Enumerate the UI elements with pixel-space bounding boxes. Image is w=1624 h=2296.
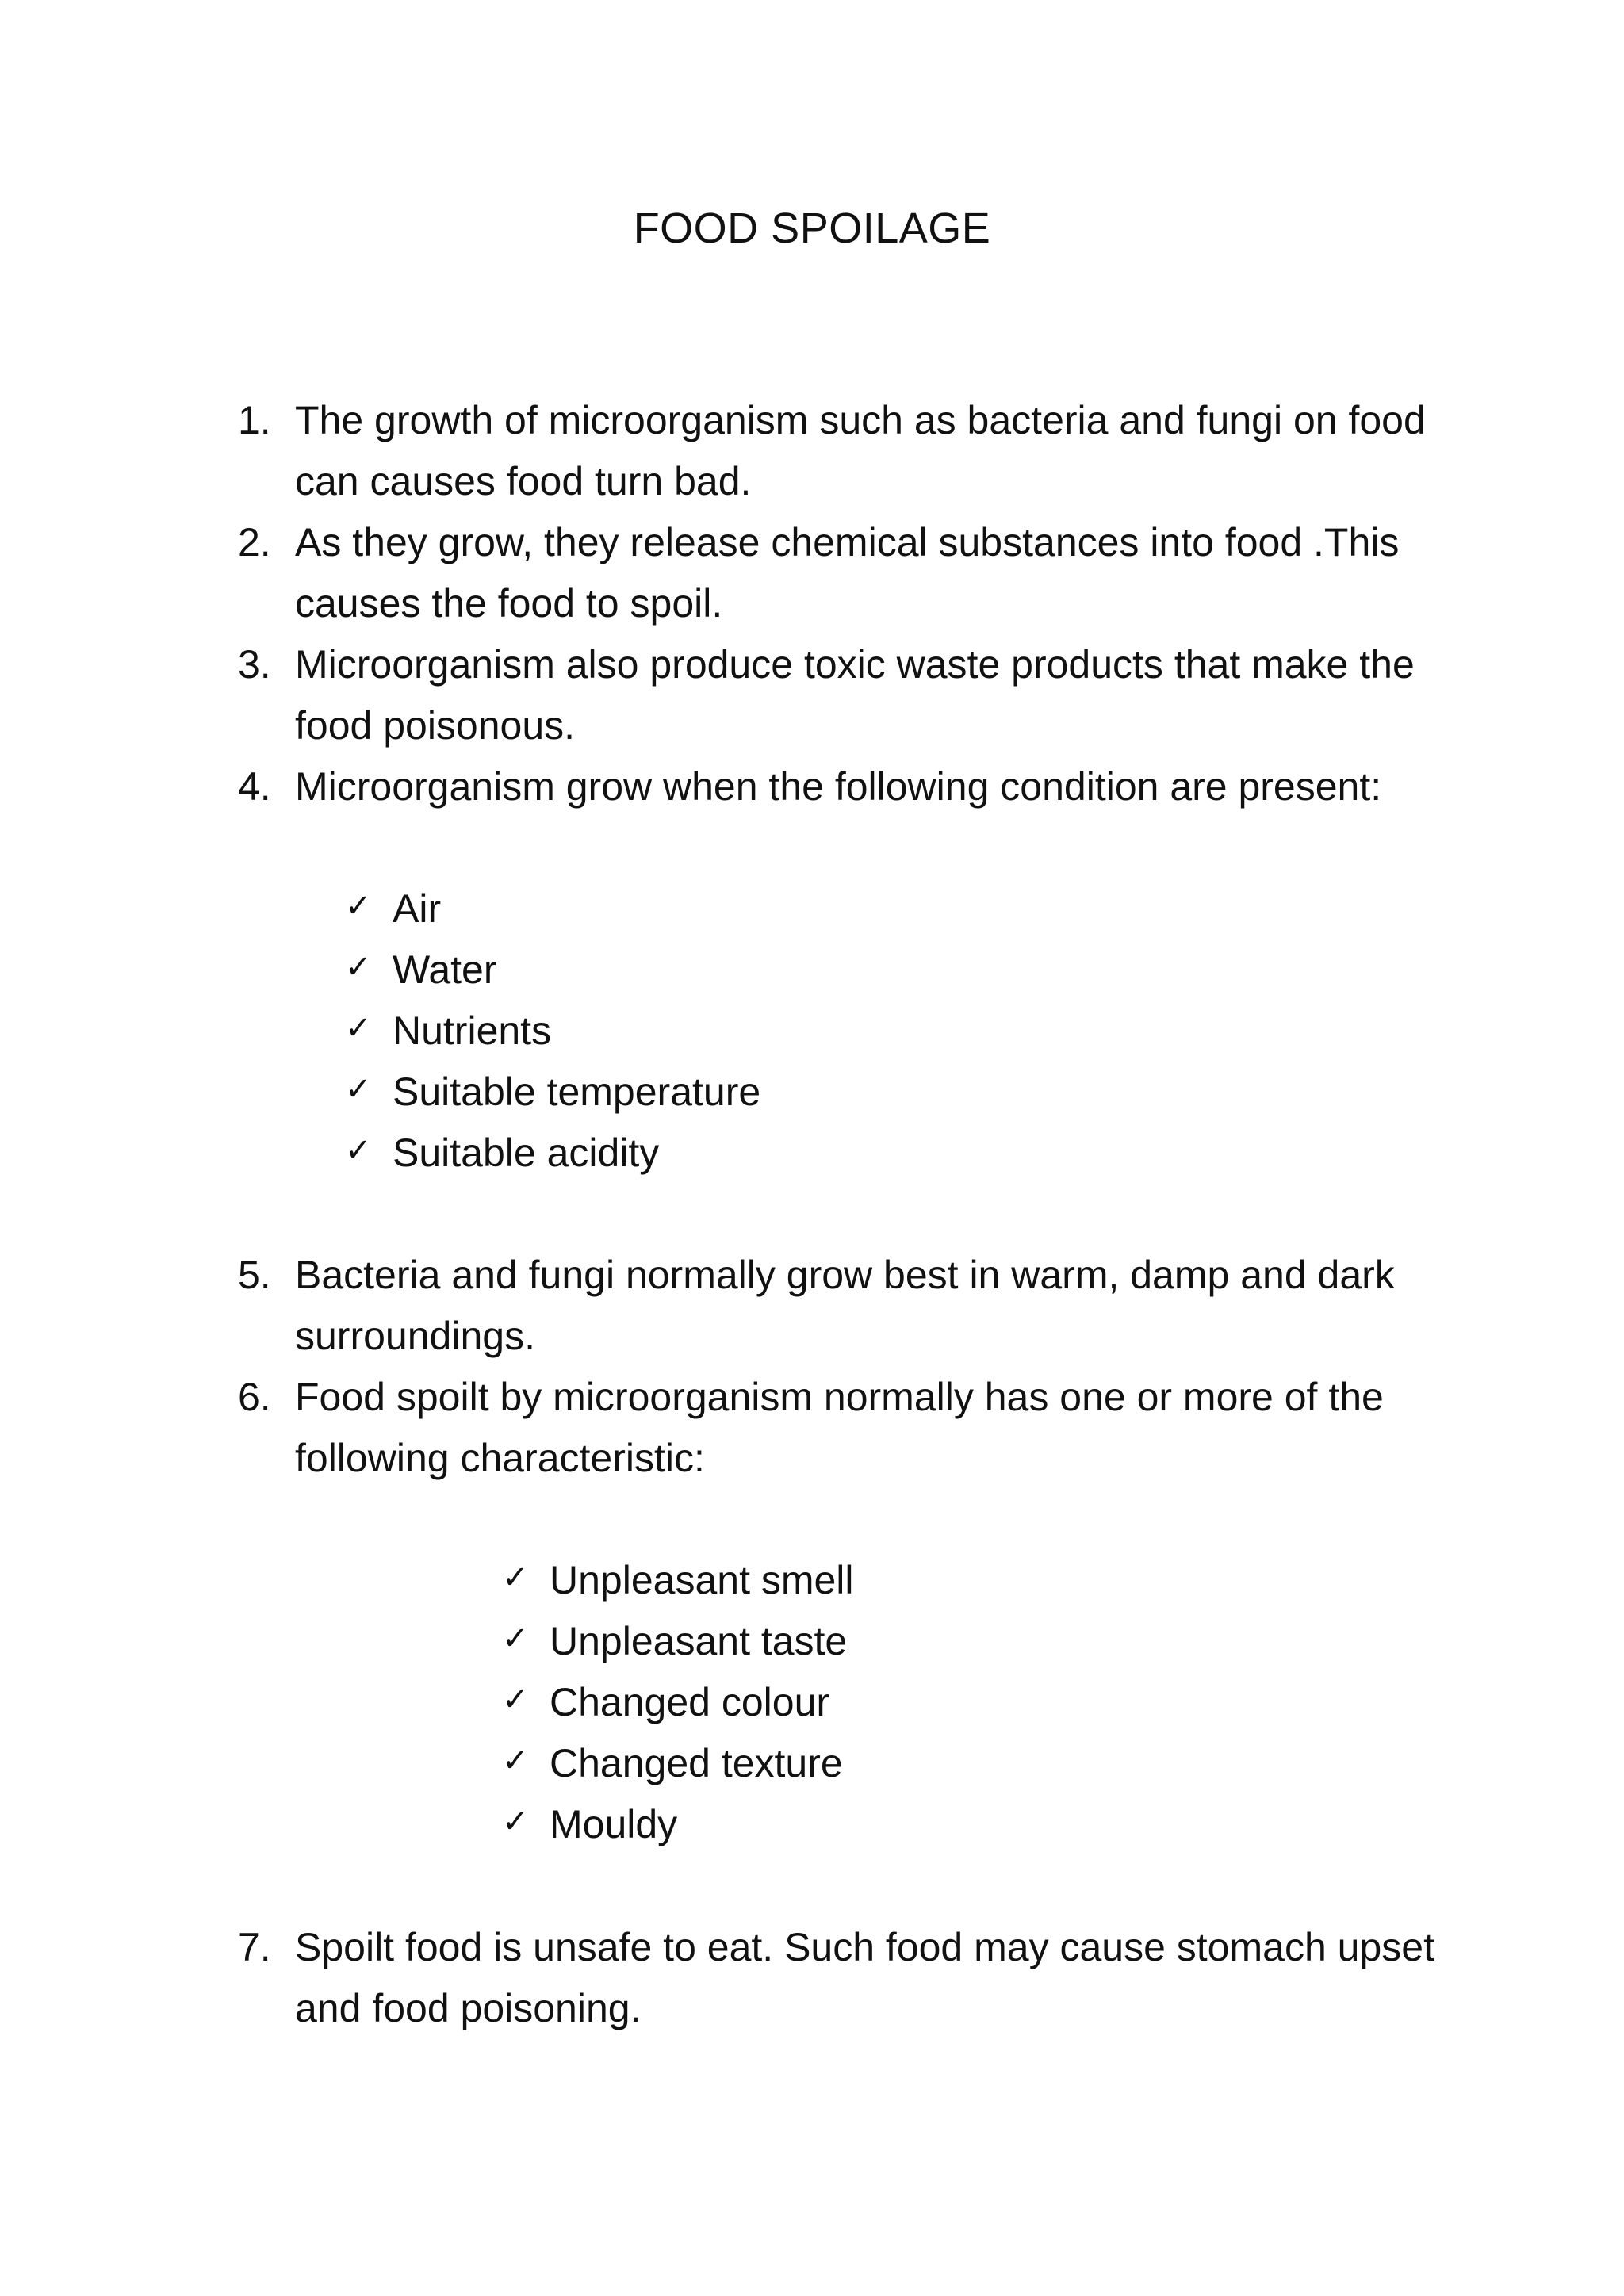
checklist-label: Changed texture [550,1741,843,1785]
page-title: FOOD SPOILAGE [633,205,991,252]
list-item-1 [238,390,1475,512]
list-item-3 [238,634,1475,756]
check-icon: ✓ [345,1010,372,1047]
list-item-7 [238,1917,1475,2039]
item-text: Bacteria and fungi normally grow best in warm, damp and dark surroundings. [295,1253,1395,1358]
item-number: 1. [238,398,271,442]
item-text: Food spoilt by microorganism normally has one or more of the following characteristic: [295,1375,1384,1480]
check-icon: ✓ [502,1804,529,1840]
checklist-label: Water [393,947,497,992]
check-icon: ✓ [502,1559,529,1596]
item-number: 3. [238,642,271,687]
checklist-label: Unpleasant taste [550,1619,848,1663]
checklist-label: Mouldy [550,1802,678,1846]
item-text: Microorganism grow when the following condition are present: [295,764,1382,809]
check-icon: ✓ [502,1743,529,1779]
checklist-label: Suitable temperature [393,1070,761,1114]
checklist-label: Suitable acidity [393,1131,660,1175]
item-text: Microorganism also produce toxic waste products that make the food poisonous. [295,642,1415,748]
check-icon: ✓ [345,888,372,924]
item-number: 7. [238,1925,271,1969]
item-number: 6. [238,1375,271,1419]
checklist-label: Unpleasant smell [550,1558,854,1602]
list-item-2 [238,512,1475,634]
item-text: As they grow, they release chemical substances into food .This causes the food to spoil. [295,520,1400,626]
check-icon: ✓ [345,1132,372,1169]
checklist-label: Air [393,886,442,931]
checklist-label: Changed colour [550,1680,830,1724]
list-item-6 [238,1367,1475,1489]
check-icon: ✓ [502,1682,529,1718]
list-item-5 [238,1245,1475,1367]
list-item-4 [238,756,1475,817]
check-icon: ✓ [345,949,372,985]
item-number: 2. [238,520,271,564]
item-number: 4. [238,764,271,809]
item-text: Spoilt food is unsafe to eat. Such food may cause stomach upset and food poisoning. [295,1925,1434,2030]
item-number: 5. [238,1253,271,1297]
item-text: The growth of microorganism such as bacteria and fungi on food can causes food turn bad. [295,398,1426,503]
checklist-label: Nutrients [393,1008,552,1053]
check-icon: ✓ [345,1071,372,1108]
check-icon: ✓ [502,1621,529,1657]
